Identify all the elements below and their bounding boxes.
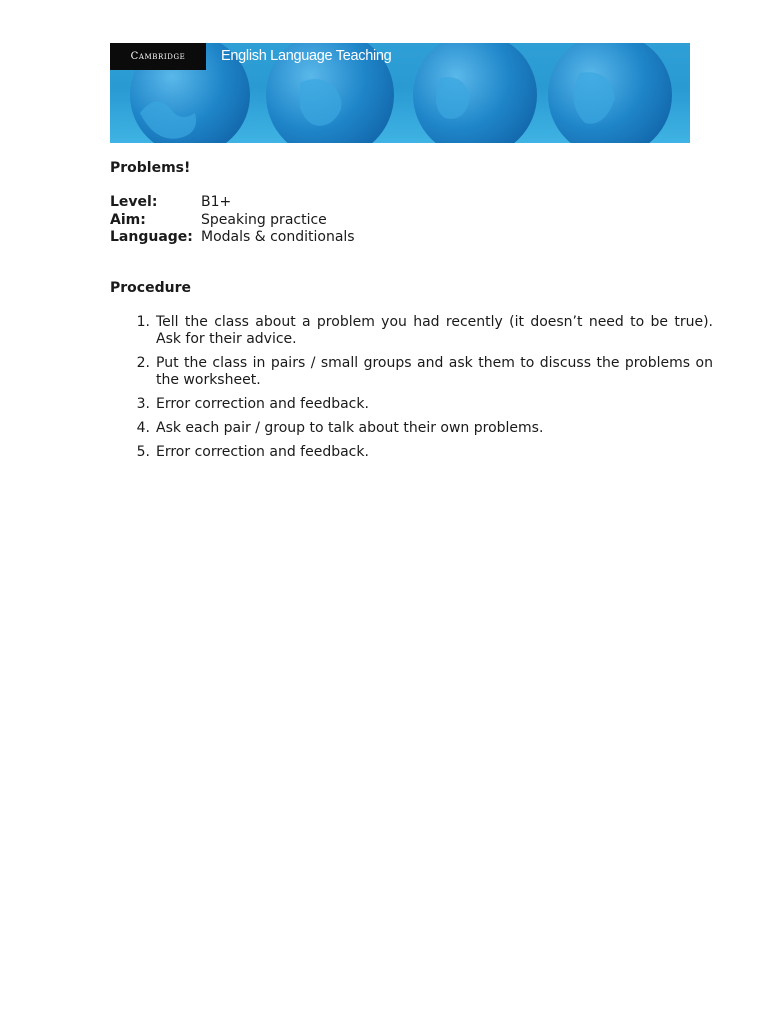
meta-label: Language: <box>110 229 193 245</box>
list-item <box>110 420 713 437</box>
header-banner <box>110 43 690 143</box>
step-text: Ask each pair / group to talk about their own problems. <box>156 420 544 436</box>
step-text: Error correction and feedback. <box>156 444 369 460</box>
step-text: Tell the class about a problem you had recently (it doesn’t need to be true). Ask for their advice. <box>156 314 713 347</box>
step-text: Error correction and feedback. <box>156 396 369 412</box>
list-item <box>110 396 713 413</box>
step-number: 2. <box>136 355 150 371</box>
document-title: Problems! <box>110 160 191 176</box>
meta-value: B1+ <box>201 194 232 210</box>
list-item <box>110 444 713 461</box>
publisher-name: Cambridge <box>130 51 186 62</box>
lesson-meta <box>110 194 355 247</box>
meta-label: Level: <box>110 194 158 210</box>
meta-row-language <box>110 229 355 247</box>
meta-row-aim <box>110 212 355 230</box>
banner-title: English Language Teaching <box>221 48 392 64</box>
step-number: 4. <box>136 420 150 436</box>
meta-label: Aim: <box>110 211 146 228</box>
step-text: Put the class in pairs / small groups and ask them to discuss the problems on the worksheet. <box>156 355 713 388</box>
step-number: 5. <box>136 444 150 460</box>
list-item <box>110 355 713 389</box>
procedure-heading: Procedure <box>110 280 191 296</box>
list-item <box>110 314 713 348</box>
meta-value: Modals & conditionals <box>201 229 355 245</box>
step-number: 1. <box>136 314 150 330</box>
procedure-steps <box>110 314 713 468</box>
meta-row-level <box>110 194 355 212</box>
cambridge-logo <box>110 43 206 70</box>
globe-3 <box>413 43 537 143</box>
meta-value: Speaking practice <box>201 211 327 228</box>
step-number: 3. <box>136 396 150 412</box>
